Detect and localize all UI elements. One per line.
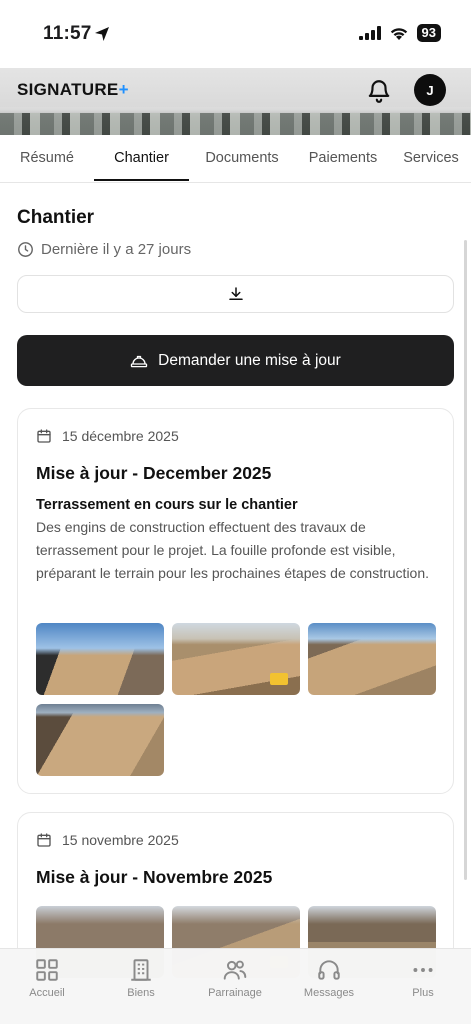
nav-accueil[interactable] (7, 957, 87, 999)
nav-parrainage[interactable] (195, 957, 275, 999)
notification-bell-icon[interactable] (366, 78, 392, 104)
tab-services[interactable]: Services (403, 150, 459, 166)
signal-icon (359, 26, 381, 40)
nav-biens[interactable] (101, 957, 181, 999)
update-subtitle: Terrassement en cours sur le chantier (36, 497, 298, 513)
excavator-detail (270, 673, 288, 685)
status-time: 11:57 (43, 23, 92, 44)
update-date (36, 832, 179, 848)
active-tab-indicator (94, 179, 189, 181)
update-date-text: 15 novembre 2025 (62, 832, 179, 848)
user-avatar[interactable]: J (414, 74, 446, 106)
nav-label: Parrainage (208, 987, 262, 999)
header-banner-image (0, 113, 471, 135)
calendar-icon (36, 832, 52, 848)
update-title: Mise à jour - December 2025 (36, 463, 272, 483)
tab-documents[interactable]: Documents (205, 150, 279, 166)
update-photo[interactable] (308, 623, 436, 695)
nav-label: Biens (127, 987, 155, 999)
status-indicators (359, 24, 441, 42)
tab-chantier[interactable]: Chantier (114, 150, 169, 166)
last-update-text: Dernière il y a 27 jours (41, 241, 192, 258)
update-date (36, 428, 179, 444)
download-icon (227, 285, 245, 303)
app-header (0, 68, 471, 135)
bottom-navigation (0, 948, 471, 1024)
grid-icon (34, 957, 60, 983)
request-update-button[interactable] (17, 335, 454, 386)
update-photo[interactable] (36, 623, 164, 695)
update-description: Des engins de construction effectuent des travaux de terrassement pour le projet. La fouille profonde est visible, préparant le terrain pour les prochaines étapes de construction. (36, 519, 430, 581)
status-bar (0, 0, 471, 68)
logo-text: SIGNATURE (17, 80, 119, 99)
brand-logo[interactable] (17, 80, 129, 100)
headphones-icon (316, 957, 342, 983)
location-arrow-icon (94, 26, 110, 42)
update-date-text: 15 décembre 2025 (62, 428, 179, 444)
request-update-label: Demander une mise à jour (158, 351, 341, 369)
update-title: Mise à jour - Novembre 2025 (36, 867, 273, 887)
page-title: Chantier (17, 207, 95, 228)
clock-icon (17, 241, 34, 258)
nav-label: Messages (303, 987, 355, 999)
scrollbar[interactable] (464, 240, 467, 880)
nav-label: Plus (412, 987, 434, 999)
hard-hat-icon (130, 353, 148, 369)
nav-label: Accueil (29, 987, 65, 999)
tab-resume[interactable]: Résumé (20, 150, 74, 166)
battery-indicator: 93 (417, 24, 441, 42)
download-button[interactable] (17, 275, 454, 313)
last-update (17, 241, 191, 258)
more-dots-icon (410, 957, 436, 983)
calendar-icon (36, 428, 52, 444)
logo-plus: + (118, 80, 129, 99)
tab-bar (0, 135, 471, 183)
users-icon (222, 957, 248, 983)
update-photo[interactable] (36, 704, 164, 776)
tab-paiements[interactable]: Paiements (308, 150, 378, 166)
update-card (17, 408, 454, 794)
wifi-icon (389, 26, 409, 41)
update-photo[interactable] (172, 623, 300, 695)
building-icon (128, 957, 154, 983)
nav-messages[interactable] (289, 957, 369, 999)
nav-plus[interactable] (383, 957, 463, 999)
